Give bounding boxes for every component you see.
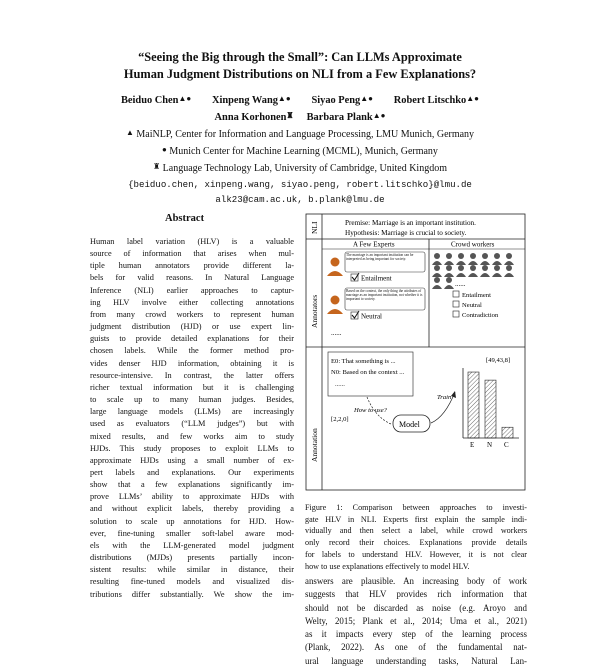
crowd-worker-head xyxy=(446,265,452,271)
title-line-1: “Seeing the Big through the Small”: Can LLMs Approximate xyxy=(138,50,462,64)
label-counts: [2,2,0] xyxy=(331,416,349,423)
abstract-line: large language models (LLMs) are increasingly xyxy=(90,407,294,417)
crowd-worker-head xyxy=(434,253,440,259)
body-line: answers are plausible. An increasing body of work xyxy=(305,576,527,586)
crowd-worker-head xyxy=(482,253,488,259)
caption-line: how to use explanations effectively to model HLV. xyxy=(305,561,470,571)
bar-tick-label: E xyxy=(470,441,475,449)
abstract-line: to scale up to many human judges. Besides, xyxy=(90,395,294,405)
crowd-worker-head xyxy=(470,265,476,271)
crowd-worker-body xyxy=(444,273,454,277)
author-line-2 xyxy=(40,111,560,123)
abstract-line: HJDs. This study proposes to exploit LLMs to xyxy=(90,443,294,453)
model-label: Model xyxy=(399,420,420,429)
author: Xinpeng Wang▲● xyxy=(211,94,291,106)
abstract-line: used as evaluators (“LLM judges”) but with xyxy=(90,419,294,429)
abstract-line: prove LLMs’ ability to approximate HJDs with xyxy=(90,492,294,502)
explanations-ellipsis: ...... xyxy=(335,381,345,388)
crowd-header: Crowd workers xyxy=(451,240,495,249)
abstract-line: Inference (NLI) earlier approaches to captur- xyxy=(90,285,294,295)
abstract-line: Human label variation (HLV) is a valuable xyxy=(90,237,294,246)
author-line-1 xyxy=(40,94,560,106)
explanation-e0: E0: That something is ... xyxy=(331,358,396,365)
abstract-line: judgment distribution (HJD) or use expert lin- xyxy=(90,322,294,332)
distribution-label: [49,43,8] xyxy=(486,357,511,364)
body-line: ural language understanding tasks, Natural Lan- xyxy=(305,655,527,666)
author: Beiduo Chen▲● xyxy=(121,94,192,106)
abstract-line: resource-intensive. In contrast, the latter offers xyxy=(90,370,294,380)
expert-person-icon xyxy=(327,258,343,277)
label-entailment: Entailment xyxy=(361,274,392,283)
abstract-line: source of information that arises when mul- xyxy=(90,249,294,259)
crowd-worker-body xyxy=(480,261,490,265)
figure-caption xyxy=(305,502,527,572)
crowd-worker-body xyxy=(432,285,442,289)
experts-header: A Few Experts xyxy=(353,240,395,249)
checkbox-icon xyxy=(453,311,459,317)
figure-1 xyxy=(305,212,527,494)
abstract-body xyxy=(90,236,294,601)
paper-title xyxy=(40,49,560,83)
arrowhead-icon xyxy=(451,391,456,398)
crowd-label-neutral: Neutral xyxy=(462,302,482,309)
crowd-worker-head xyxy=(494,265,500,271)
crowd-worker-head xyxy=(494,253,500,259)
checkbox-icon xyxy=(453,301,459,307)
crowd-worker-head xyxy=(446,253,452,259)
crowd-worker-body xyxy=(468,273,478,277)
caption-line: only record their choices. Explanations provide details xyxy=(305,538,527,548)
body-line: as it impacts every step of the learning process xyxy=(305,629,527,639)
author: Robert Litschko▲● xyxy=(393,94,479,106)
abstract-heading: Abstract xyxy=(165,213,205,224)
title-line-2: Human Judgment Distributions on NLI from a Few Explanations? xyxy=(123,67,477,81)
author: Siyao Peng▲● xyxy=(311,94,373,106)
crowd-worker-body xyxy=(504,273,514,277)
crowd-worker-head xyxy=(446,277,452,283)
crowd-worker-body xyxy=(504,261,514,265)
author: Anna Korhonen♜ xyxy=(214,111,294,123)
nli-row-label: NLI xyxy=(310,221,319,234)
body-line: (Plank, 2022). As one of the fundamental nat- xyxy=(305,642,527,653)
bar-tick-label: C xyxy=(504,441,509,449)
body-text xyxy=(305,575,527,668)
crowd-worker-body xyxy=(432,273,442,277)
abstract-line: tributions differ substantially. We show the im- xyxy=(90,589,294,599)
bar-tick-label: N xyxy=(487,441,493,449)
crowd-worker-body xyxy=(456,273,466,277)
abstract-line: sistent results: while similar in distance, their xyxy=(90,565,294,575)
body-line: suggests that HLV provides rich information that xyxy=(305,589,527,600)
caption-line: vidually and then select a label, while crowd workers xyxy=(305,526,527,536)
abstract-line: and without explicit labels, thereby providing a xyxy=(90,504,294,514)
abstract-line: chosen labels. While the former method pro- xyxy=(90,346,294,356)
bar-N xyxy=(485,380,496,438)
crowd-worker-head xyxy=(434,277,440,283)
abstract-line: bels for valid reasons. In Natural Language xyxy=(90,273,294,283)
annotation-row-label: Annotation xyxy=(310,428,319,462)
crowd-worker-body xyxy=(492,261,502,265)
abstract-line: pert labels and explanations. Our experiments xyxy=(90,467,294,477)
abstract-line: vides denser HJD information, obtaining it is xyxy=(90,358,294,368)
caption-line: for labels to understand HLV. However, it is not clear xyxy=(305,549,527,559)
hjd-bar-chart xyxy=(463,368,519,449)
crowd-label-contradiction: Contradiction xyxy=(462,312,499,319)
abstract-line: guists to provide detailed explanations for their xyxy=(90,334,294,344)
abstract-line: distributions (MJDs) presents partially incon- xyxy=(90,553,294,563)
crowd-worker-head xyxy=(506,253,512,259)
crowd-worker-body xyxy=(444,261,454,265)
abstract-line: ever, fine-tuning smaller soft-label aware mod- xyxy=(90,528,294,538)
crowd-workers-icon xyxy=(432,253,514,289)
annotators-row-label: Annotators xyxy=(310,294,319,328)
author: Barbara Plank▲● xyxy=(306,111,386,123)
crowd-worker-head xyxy=(458,265,464,271)
how-to-use-label: How to use? xyxy=(354,407,387,414)
crowd-worker-head xyxy=(482,265,488,271)
crowd-worker-body xyxy=(444,285,454,289)
crowd-worker-head xyxy=(470,253,476,259)
train-label: Train xyxy=(437,394,452,401)
abstract-line: from many crowd workers to represent human xyxy=(90,309,294,319)
affiliation: ● Munich Center for Machine Learning (MCML), Munich, Germany xyxy=(162,145,438,157)
caption-line: Figure 1: Comparison between approaches to investi- xyxy=(305,503,527,512)
expert-bubble-text: Based on the context, the only thing the attributes of marriage as an important institution, not whether it is important to society. xyxy=(346,289,423,302)
hypothesis-text: Hypothesis: Marriage is crucial to society. xyxy=(345,229,467,237)
crowd-worker-head xyxy=(458,253,464,259)
crowd-worker-head xyxy=(434,265,440,271)
crowd-worker-body xyxy=(456,261,466,265)
abstract-line: solution to scale up annotations for HJD. How- xyxy=(90,516,294,526)
abstract-line: show that a few explanations significantly im- xyxy=(90,480,294,490)
abstract-line: richer textual information but it is challenging xyxy=(90,382,294,392)
abstract-line: ing HLV involve either collecting annotations xyxy=(90,297,294,307)
crowd-worker-body xyxy=(492,273,502,277)
bar-E xyxy=(468,372,479,438)
explanation-n0: N0: Based on the context ... xyxy=(331,369,405,376)
checkbox-icon xyxy=(453,291,459,297)
label-neutral: Neutral xyxy=(361,312,382,321)
crowd-worker-body xyxy=(432,261,442,265)
author-emails: {beiduo.chen, xinpeng.wang, siyao.peng, robert.litschko}@lmu.de xyxy=(128,179,472,190)
premise-text: Premise: Marriage is an important institution. xyxy=(345,219,476,227)
abstract-line: tiple human annotators provide different la- xyxy=(90,261,294,271)
expert-person-icon xyxy=(327,296,343,315)
caption-line: gate HLV in NLI. Experts first explain the sample indi- xyxy=(305,514,527,524)
body-line: should not be discarded as noise (e.g. Aroyo and xyxy=(305,602,527,613)
author-emails: alk23@cam.ac.uk, b.plank@lmu.de xyxy=(215,194,385,205)
abstract-line: approximate HJDs using a small number of ex- xyxy=(90,455,294,465)
crowd-worker-head xyxy=(506,265,512,271)
affiliation: ▲ MaiNLP, Center for Information and Language Processing, LMU Munich, Germany xyxy=(125,128,475,140)
experts-ellipsis: ...... xyxy=(331,329,342,337)
crowd-label-entailment: Entailment xyxy=(462,292,491,299)
crowd-worker-body xyxy=(480,273,490,277)
bar-C xyxy=(502,427,513,438)
abstract-line: els with the LLM-generated model judgment xyxy=(90,540,294,550)
expert-bubble-text: The marriage is an important institution can be interpreted as being important for society. xyxy=(346,253,414,262)
body-line: Welty, 2015; Plank et al., 2014; Uma et al., 2021) xyxy=(305,615,527,626)
abstract-line: resulting fine-tuned models and visualized dis- xyxy=(90,577,294,587)
crowd-ellipsis: ...... xyxy=(455,280,466,288)
crowd-worker-body xyxy=(468,261,478,265)
abstract-line: mixed results, and few works aim to study xyxy=(90,431,294,441)
affiliation: ♜ Language Technology Lab, University of Cambridge, United Kingdom xyxy=(152,162,447,174)
